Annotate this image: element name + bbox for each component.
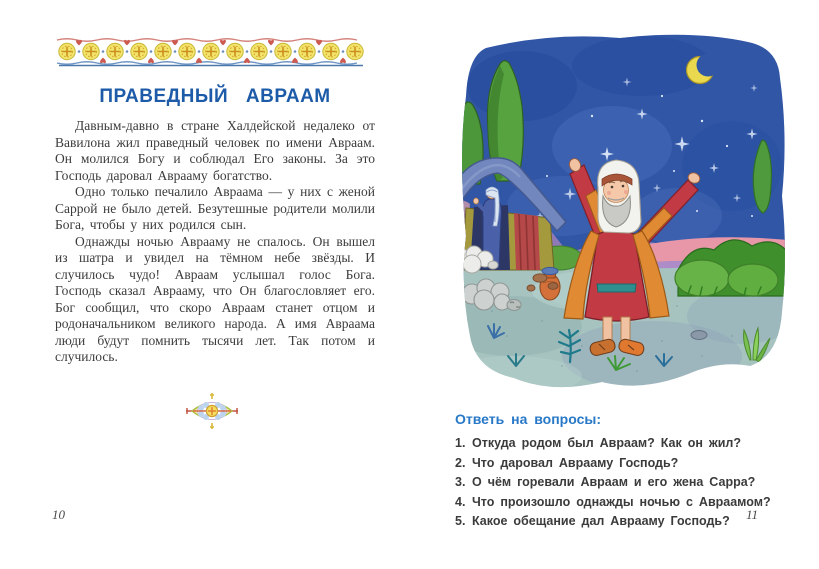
question-item — [455, 434, 803, 454]
question-text: Какое обещание дал Аврааму Господь? — [472, 514, 730, 528]
page-title: ПРАВЕДНЫЙ АВРААМ — [99, 86, 331, 107]
page-number-right: 11 — [745, 507, 759, 522]
page-number-left: 10 — [52, 507, 65, 522]
story-paragraph: Давным-давно в стране Халдейской недалеко от Вавилона жил праведный человек по имени Авраам. Он молился Богу и соблюдал Его законы. За это Господь даровал Аврааму богатство. — [55, 118, 375, 183]
abraham-head — [598, 160, 641, 233]
question-number: 2. — [455, 455, 466, 470]
story-paragraph: Одно только печалило Авраама — у них с женой Саррой не было детей. Безутешные родители молили Бога, чтобы у них родился сын. — [55, 184, 375, 232]
question-item — [455, 454, 803, 474]
illustration-abraham-night — [452, 26, 788, 404]
question-item — [455, 473, 803, 493]
decorative-border — [55, 36, 367, 68]
question-text: Откуда родом был Авраам? Как он жил? — [472, 436, 741, 450]
question-text: Что произошло однажды ночью с Авраамом? — [472, 494, 771, 509]
question-text: Что даровал Аврааму Господь? — [472, 455, 679, 470]
story-text — [55, 118, 375, 366]
questions-heading: Ответь на вопросы: — [455, 411, 602, 427]
ornament-divider-icon — [184, 391, 240, 431]
question-text: О чём горевали Авраам и его жена Сарра? — [472, 475, 756, 489]
question-number: 5. — [455, 514, 466, 528]
question-number: 4. — [455, 494, 466, 509]
question-number: 1. — [455, 436, 466, 450]
question-number: 3. — [455, 475, 466, 489]
story-paragraph: Однажды ночью Аврааму не спалось. Он вышел из шатра и увидел на тёмном небе звёзды. И случилось чудо! Авраам услышал голос Бога. Господь сказал Аврааму, что Он благословляет его. Бог сообщил, что скоро Авраам станет отцом и родоначальником великого народа. А имя Авраама люди будут помнить тысячи лет. Так потом и случилось. — [55, 233, 375, 364]
